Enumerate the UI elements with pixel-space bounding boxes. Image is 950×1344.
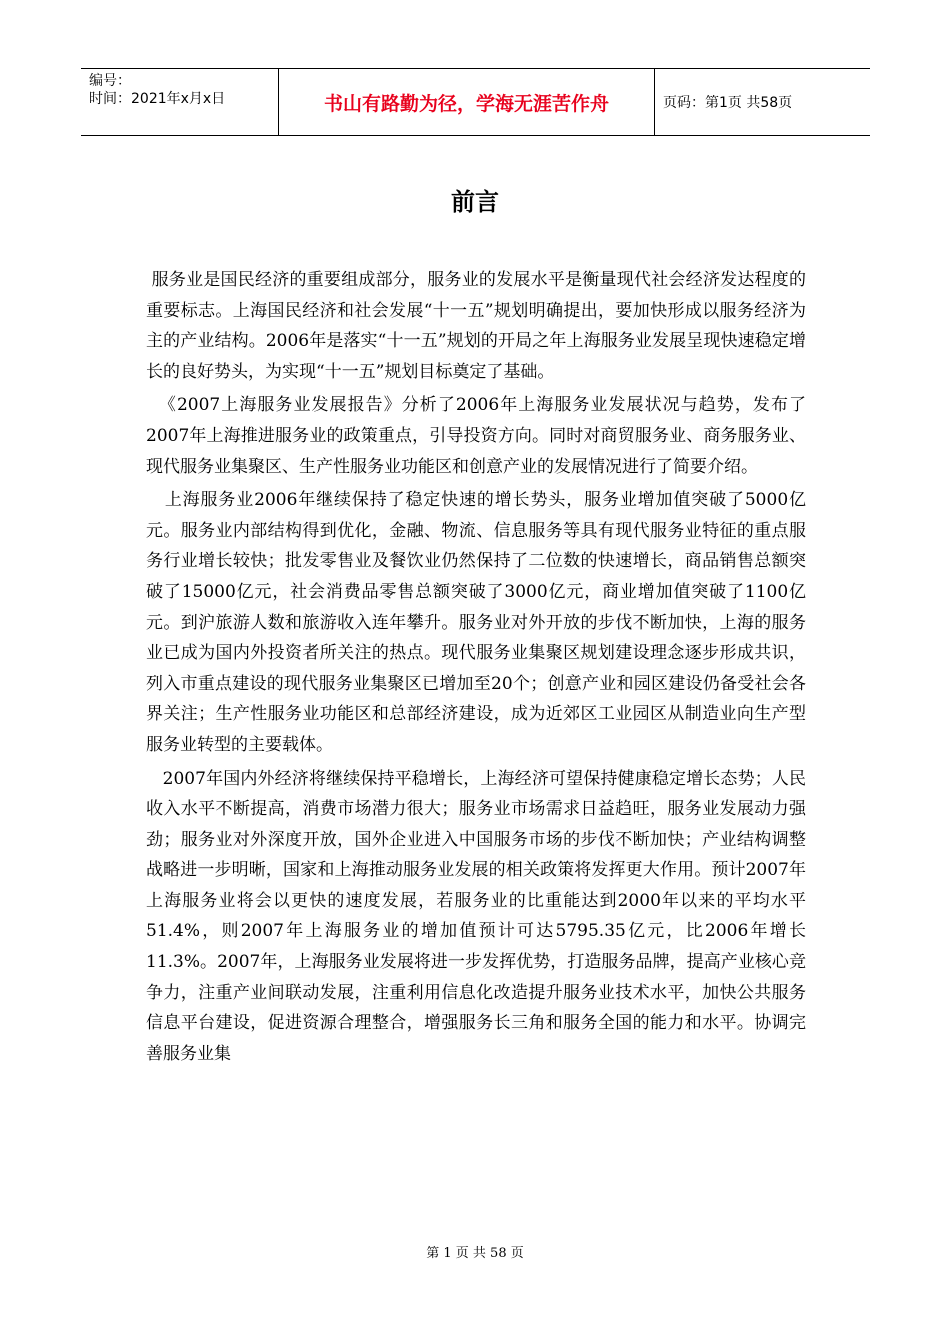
paragraph: 上海服务业2006年继续保持了稳定快速的增长势头，服务业增加值突破了5000亿元。服务业内部结构得到优化，金融、物流、信息服务等具有现代服务业特征的重点服务行业增长较快；批发零售业及餐饮业仍然保持了二位数的快速增长，商品销售总额突破了15000亿元，社会消费品零售总额突破了3000亿元，商业增加值突破了1100亿元。到沪旅游人数和旅游收入连年攀升。服务业对外开放的步伐不断加快，上海的服务业已成为国内外投资者所关注的热点。现代服务业集聚区规划建设理念逐步形成共识，列入市重点建设的现代服务业集聚区已增加至20个；创意产业和园区建设仍备受社会各界关注；生产性服务业功能区和总部经济建设，成为近郊区工业园区从制造业向生产型服务业转型的主要载体。 bbox=[146, 490, 806, 755]
paragraph: 服务业是国民经济的重要组成部分，服务业的发展水平是衡量现代社会经济发达程度的重要标志。上海国民经济和社会发展“十一五”规划明确提出，要加快形成以服务经济为主的产业结构。2006年是落实“十一五”规划的开局之年上海服务业发展呈现快速稳定增长的良好势头，为实现“十一五”规划目标奠定了基础。 bbox=[146, 270, 807, 382]
header-page-code: 页码：第1页 共58页 bbox=[663, 95, 793, 111]
document-body bbox=[146, 265, 806, 1072]
page-title: 前言 bbox=[451, 188, 499, 216]
document-number-label: 编号： bbox=[89, 73, 131, 89]
paragraph: 2007年国内外经济将继续保持平稳增长，上海经济可望保持健康稳定增长态势；人民收入水平不断提高，消费市场潜力很大；服务业市场需求日益趋旺，服务业发展动力强劲；服务业对外深度开放，国外企业进入中国服务市场的步伐不断加快；产业结构调整战略进一步明晰，国家和上海推动服务业发展的相关政策将发挥更大作用。预计2007年上海服务业将会以更快的速度发展，若服务业的比重能达到2000年以来的平均水平51.4%，则2007年上海服务业的增加值预计可达5795.35亿元，比2006年增长11.3%。2007年，上海服务业发展将进一步发挥优势，打造服务品牌，提高产业核心竞争力，注重产业间联动发展，注重利用信息化改造提升服务业技术水平，加快公共服务信息平台建设，促进资源合理整合，增强服务长三角和服务全国的能力和水平。协调完善服务业集 bbox=[146, 768, 806, 1064]
header-motto: 书山有路勤为径，学海无涯苦作舟 bbox=[279, 69, 655, 135]
paragraph: 《2007上海服务业发展报告》分析了2006年上海服务业发展状况与趋势，发布了2007年上海推进服务业的政策重点，引导投资方向。同时对商贸服务业、商务服务业、现代服务业集聚区、生产性服务业功能区和创意产业的发展情况进行了简要介绍。 bbox=[146, 395, 806, 477]
page-footer: 第 1 页 共 58 页 bbox=[426, 1246, 524, 1261]
document-time-label: 时间：2021年x月x日 bbox=[89, 91, 226, 107]
header-meta bbox=[81, 69, 279, 135]
page-header bbox=[81, 68, 870, 136]
